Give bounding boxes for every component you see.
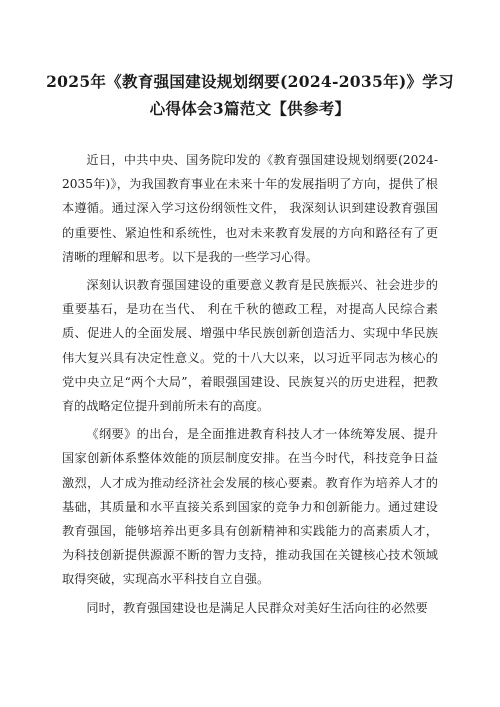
paragraph: 深刻认识教育强国建设的重要意义教育是民族振兴、社会进步的重要基石，是功在当代、 利在千秋的德政工程，对提高人民综合素质、促进人的全面发展、增强中华民族创新创造活力、实现中华民族伟大复兴具有决定性意义。党的十八大以来，以习近平同志为核心的党中央立足“两个大局”，着眼强国建设、民族复兴的历史进程，把教育的战略定位提升到前所未有的高度。 — [62, 278, 438, 414]
document-title: 2025年《教育强国建设规划纲要(2024-2035年)》学习心得体会3篇范文【供参考】 — [46, 72, 454, 118]
paragraph: 《纲要》的出台，是全面推进教育科技人才一体统筹发展、提升国家创新体系整体效能的顶层制度安排。在当今时代，科技竞争日益激烈，人才成为推动经济社会发展的核心要素。教育作为培养人才的基础，其质量和水平直接关系到国家的竞争力和创新能力。通过建设教育强国，能够培养出更多具有创新精神和实践能力的高素质人才，为科技创新提供源源不断的智力支持，推动我国在关键核心技术领域取得突破，实现高水平科技自立自强。 — [62, 427, 438, 587]
paragraph: 近日，中共中央、国务院印发的《教育强国建设规划纲要(2024-2035年)》，为我国教育事业在未来十年的发展指明了方向，提供了根本遵循。通过深入学习这份纲领性文件， 我深刻认识到建设教育强国的重要性、紧迫性和系统性，也对未来教育发展的方向和路径有了更清晰的理解和思考。以下是我的一些学习心得。 — [62, 153, 438, 264]
paragraph: 同时，教育强国建设也是满足人民群众对美好生活向往的必然要 — [86, 600, 428, 615]
document-body — [62, 148, 438, 624]
